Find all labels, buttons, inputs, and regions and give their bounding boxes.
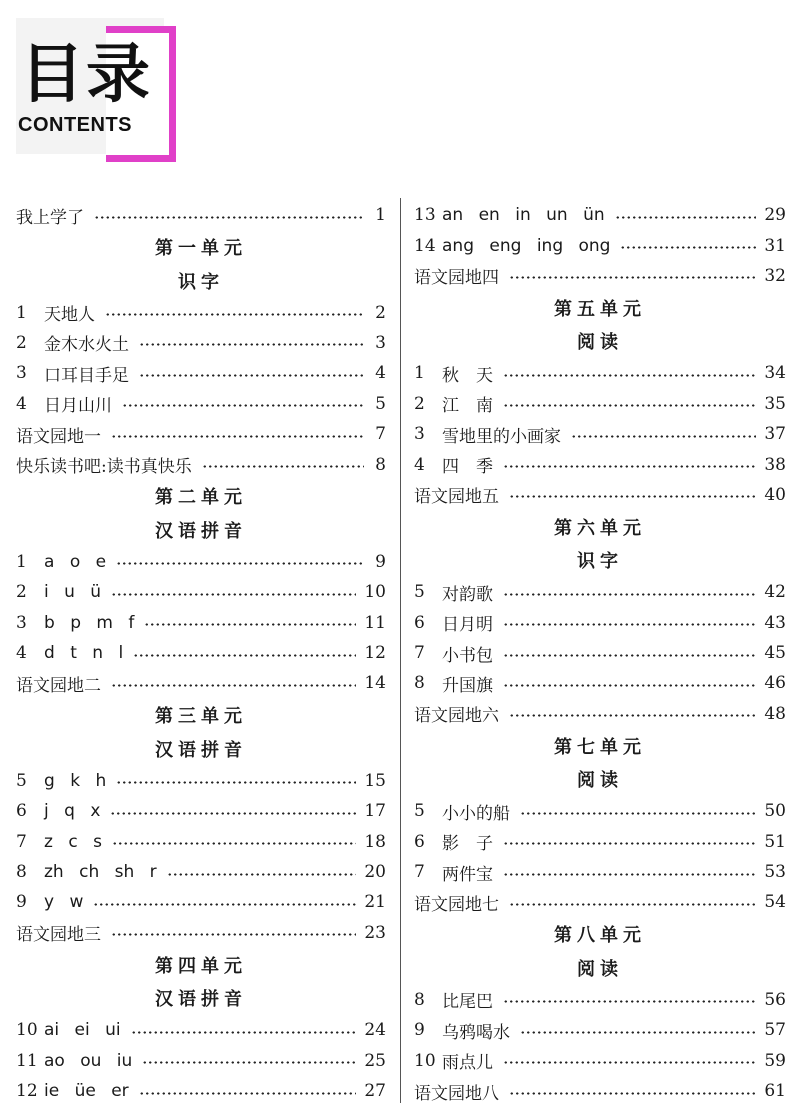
toc-entry[interactable] <box>414 985 786 1015</box>
page-number: 1 <box>375 205 386 226</box>
lesson-number: 3 <box>16 612 27 633</box>
toc-entry[interactable] <box>414 857 786 887</box>
page-number: 10 <box>364 582 386 603</box>
lesson-title: 语文园地七 <box>414 894 499 915</box>
toc-entry[interactable] <box>414 358 786 388</box>
lesson-title: ie üe er <box>44 1081 129 1101</box>
dot-leader <box>503 684 756 687</box>
lesson-title: 语文园地八 <box>414 1083 499 1104</box>
dot-leader <box>503 654 756 657</box>
dot-leader <box>139 343 364 346</box>
page-number: 56 <box>764 989 786 1010</box>
dot-leader <box>116 781 356 784</box>
toc-entry[interactable] <box>16 668 386 698</box>
toc-entry[interactable] <box>414 230 786 260</box>
dot-leader <box>105 313 364 316</box>
toc-entry[interactable] <box>16 547 386 577</box>
toc-entry[interactable] <box>414 1076 786 1106</box>
dot-leader <box>111 435 364 438</box>
toc-entry[interactable] <box>414 449 786 479</box>
dot-leader <box>139 1092 357 1095</box>
page-number: 54 <box>764 892 786 913</box>
dot-leader <box>520 1031 756 1034</box>
page-number: 40 <box>764 484 786 505</box>
page-number: 27 <box>364 1081 386 1101</box>
toc-entry[interactable] <box>16 1076 386 1106</box>
dot-leader <box>509 1092 756 1095</box>
lesson-title: 日月山川 <box>44 396 112 417</box>
lesson-title: 比尾巴 <box>442 992 493 1013</box>
toc-entry[interactable] <box>16 577 386 607</box>
lesson-number: 6 <box>414 612 425 633</box>
dot-leader <box>139 374 364 377</box>
toc-entry[interactable] <box>16 918 386 948</box>
lesson-title: 语文园地一 <box>16 426 101 447</box>
toc-right-column <box>414 200 786 1106</box>
toc-entry[interactable] <box>16 857 386 887</box>
toc-entry[interactable] <box>16 1045 386 1075</box>
toc-entry[interactable] <box>414 638 786 668</box>
dot-leader <box>110 812 356 815</box>
lesson-title: 语文园地三 <box>16 925 101 946</box>
toc-entry[interactable] <box>16 766 386 796</box>
page-subtitle: CONTENTS <box>18 114 132 136</box>
lesson-title: 两件宝 <box>442 864 493 885</box>
toc-entry[interactable] <box>16 608 386 638</box>
dot-leader <box>202 465 364 468</box>
lesson-number: 5 <box>414 582 425 603</box>
dot-leader <box>112 842 356 845</box>
dot-leader <box>503 1000 756 1003</box>
lesson-title: 小小的船 <box>442 803 510 824</box>
dot-leader <box>167 873 357 876</box>
lesson-number: 1 <box>16 302 27 323</box>
lesson-title: d t n l <box>44 643 124 664</box>
dot-leader <box>503 374 756 377</box>
toc-entry[interactable] <box>16 449 386 479</box>
page-number: 50 <box>764 801 786 822</box>
lesson-number: 4 <box>16 643 27 664</box>
lesson-number: 9 <box>16 892 27 913</box>
toc-left-column <box>16 200 386 1106</box>
page-number: 7 <box>375 424 386 445</box>
dot-leader <box>122 404 364 407</box>
page-number: 38 <box>764 454 786 475</box>
toc-entry[interactable] <box>414 668 786 698</box>
dot-leader <box>509 276 756 279</box>
lesson-title: an en in un ün <box>442 205 605 226</box>
page-number: 15 <box>364 770 386 791</box>
lesson-number: 3 <box>414 424 425 445</box>
dot-leader <box>111 593 356 596</box>
lesson-title: ang eng ing ong <box>442 235 611 256</box>
toc-entry[interactable] <box>414 389 786 419</box>
section-heading: 第二单元 <box>155 487 247 509</box>
column-divider <box>400 198 401 1103</box>
dot-leader <box>509 495 756 498</box>
page-number: 45 <box>764 643 786 664</box>
lesson-number: 10 <box>414 1050 436 1071</box>
section-heading: 识字 <box>577 551 623 573</box>
page-number: 23 <box>364 922 386 943</box>
page-number: 5 <box>375 393 386 414</box>
page-number: 18 <box>364 831 386 852</box>
page-number: 21 <box>364 892 386 913</box>
lesson-number: 4 <box>16 393 27 414</box>
lesson-number: 3 <box>16 363 27 384</box>
lesson-title: ai ei ui <box>44 1020 121 1041</box>
toc-entry[interactable] <box>414 261 786 291</box>
dot-leader <box>144 623 356 626</box>
toc-entry[interactable] <box>16 1015 386 1045</box>
dot-leader <box>509 714 756 717</box>
page-number: 34 <box>764 363 786 384</box>
section-heading: 汉语拼音 <box>155 520 247 542</box>
lesson-number: 8 <box>16 862 27 883</box>
section-heading: 第三单元 <box>155 706 247 728</box>
page-number: 35 <box>764 393 786 414</box>
lesson-title: 日月明 <box>442 615 493 636</box>
toc-entry[interactable] <box>16 638 386 668</box>
toc-entry[interactable] <box>414 887 786 917</box>
lesson-title: y w <box>44 892 84 913</box>
section-heading: 第七单元 <box>554 736 646 758</box>
lesson-title: 对韵歌 <box>442 584 493 605</box>
toc-entry[interactable] <box>414 200 786 230</box>
lesson-number: 2 <box>16 332 27 353</box>
lesson-title: j q x <box>44 801 101 822</box>
lesson-title: 语文园地二 <box>16 675 101 696</box>
lesson-number: 1 <box>414 363 425 384</box>
page-number: 31 <box>764 235 786 256</box>
section-heading: 阅读 <box>577 770 623 792</box>
toc-entry[interactable] <box>414 699 786 729</box>
toc-entry[interactable] <box>414 826 786 856</box>
lesson-number: 7 <box>414 643 425 664</box>
toc-entry[interactable] <box>414 577 786 607</box>
lesson-title: 天地人 <box>44 305 95 326</box>
toc-entry[interactable] <box>16 389 386 419</box>
section-heading: 第四单元 <box>155 955 247 977</box>
lesson-title: z c s <box>44 831 102 852</box>
section-heading: 汉语拼音 <box>155 989 247 1011</box>
lesson-title: 升国旗 <box>442 675 493 696</box>
page-number: 29 <box>764 205 786 226</box>
page-number: 42 <box>764 582 786 603</box>
page-number: 46 <box>764 673 786 694</box>
lesson-title: 我上学了 <box>16 207 84 228</box>
lesson-title: zh ch sh r <box>44 862 157 883</box>
page-number: 25 <box>364 1050 386 1071</box>
lesson-number: 8 <box>414 989 425 1010</box>
section-heading: 阅读 <box>577 958 623 980</box>
lesson-number: 7 <box>414 862 425 883</box>
page-number: 4 <box>375 363 386 384</box>
section-heading: 阅读 <box>577 332 623 354</box>
toc-entry[interactable] <box>414 1015 786 1045</box>
lesson-number: 6 <box>16 801 27 822</box>
lesson-number: 5 <box>16 770 27 791</box>
lesson-number: 2 <box>414 393 425 414</box>
dot-leader <box>111 933 356 936</box>
page-title: 目录 <box>20 38 152 112</box>
toc-entry[interactable] <box>16 887 386 917</box>
section-heading: 识字 <box>178 271 224 293</box>
page-number: 2 <box>375 302 386 323</box>
lesson-number: 11 <box>16 1050 38 1071</box>
lesson-title: 语文园地四 <box>414 268 499 289</box>
lesson-number: 4 <box>414 454 425 475</box>
dot-leader <box>509 903 756 906</box>
lesson-title: 快乐读书吧:读书真快乐 <box>16 457 192 478</box>
lesson-title: ao ou iu <box>44 1050 133 1071</box>
lesson-title: 秋 天 <box>442 365 493 386</box>
page-number: 20 <box>364 862 386 883</box>
lesson-title: g k h <box>44 770 107 791</box>
dot-leader <box>503 842 756 845</box>
dot-leader <box>93 903 356 906</box>
page-number: 43 <box>764 612 786 633</box>
toc-entry[interactable] <box>414 419 786 449</box>
section-heading: 第一单元 <box>155 238 247 260</box>
dot-leader <box>571 435 756 438</box>
dot-leader <box>133 654 356 657</box>
toc-entry[interactable] <box>414 480 786 510</box>
toc-entry[interactable] <box>16 328 386 358</box>
lesson-number: 6 <box>414 831 425 852</box>
toc-entry[interactable] <box>16 200 386 230</box>
lesson-number: 8 <box>414 673 425 694</box>
lesson-title: 语文园地五 <box>414 487 499 508</box>
dot-leader <box>503 593 756 596</box>
dot-leader <box>503 465 756 468</box>
page-number: 48 <box>764 703 786 724</box>
lesson-title: 语文园地六 <box>414 706 499 727</box>
toc-entry[interactable] <box>414 1045 786 1075</box>
toc-entry[interactable] <box>16 826 386 856</box>
lesson-number: 14 <box>414 235 436 256</box>
lesson-title: 口耳目手足 <box>44 365 129 386</box>
lesson-title: 雪地里的小画家 <box>442 426 561 447</box>
lesson-title: a o e <box>44 551 107 572</box>
lesson-number: 13 <box>414 205 436 226</box>
lesson-title: 四 季 <box>442 457 493 478</box>
page-number: 14 <box>364 673 386 694</box>
section-heading: 汉语拼音 <box>155 739 247 761</box>
section-heading: 第六单元 <box>554 517 646 539</box>
toc-entry[interactable] <box>16 358 386 388</box>
lesson-number: 9 <box>414 1020 425 1041</box>
dot-leader <box>520 812 756 815</box>
dot-leader <box>503 873 756 876</box>
dot-leader <box>503 623 756 626</box>
lesson-number: 7 <box>16 831 27 852</box>
lesson-number: 2 <box>16 582 27 603</box>
lesson-title: 江 南 <box>442 396 493 417</box>
lesson-number: 1 <box>16 551 27 572</box>
dot-leader <box>620 246 756 249</box>
lesson-title: 金木水火土 <box>44 335 129 356</box>
dot-leader <box>131 1031 357 1034</box>
page-number: 11 <box>364 612 386 633</box>
toc-entry[interactable] <box>414 608 786 638</box>
page-number: 53 <box>764 862 786 883</box>
lesson-title: 乌鸦喝水 <box>442 1022 510 1043</box>
page-number: 3 <box>375 332 386 353</box>
dot-leader <box>503 404 756 407</box>
page-number: 24 <box>364 1020 386 1041</box>
dot-leader <box>503 1061 756 1064</box>
toc-entry[interactable] <box>16 419 386 449</box>
toc-entry[interactable] <box>16 796 386 826</box>
dot-leader <box>111 684 356 687</box>
page-number: 37 <box>764 424 786 445</box>
dot-leader <box>116 562 364 565</box>
lesson-title: b p m f <box>44 612 135 633</box>
lesson-title: 雨点儿 <box>442 1053 493 1074</box>
dot-leader <box>142 1061 356 1064</box>
section-heading: 第五单元 <box>554 298 646 320</box>
toc-entry[interactable] <box>414 796 786 826</box>
toc-entry[interactable] <box>16 297 386 327</box>
dot-leader <box>615 216 757 219</box>
page-number: 61 <box>764 1081 786 1101</box>
page-number: 57 <box>764 1020 786 1041</box>
lesson-number: 12 <box>16 1081 38 1101</box>
lesson-title: 影 子 <box>442 834 493 855</box>
dot-leader <box>94 216 364 219</box>
lesson-title: i u ü <box>44 582 102 603</box>
lesson-number: 5 <box>414 801 425 822</box>
page-number: 51 <box>764 831 786 852</box>
page-number: 9 <box>375 551 386 572</box>
page-number: 59 <box>764 1050 786 1071</box>
lesson-number: 10 <box>16 1020 38 1041</box>
page-number: 8 <box>375 454 386 475</box>
page-number: 17 <box>364 801 386 822</box>
page-number: 32 <box>764 265 786 286</box>
contents-logo <box>16 18 170 158</box>
page-number: 12 <box>364 643 386 664</box>
section-heading: 第八单元 <box>554 925 646 947</box>
lesson-title: 小书包 <box>442 645 493 666</box>
